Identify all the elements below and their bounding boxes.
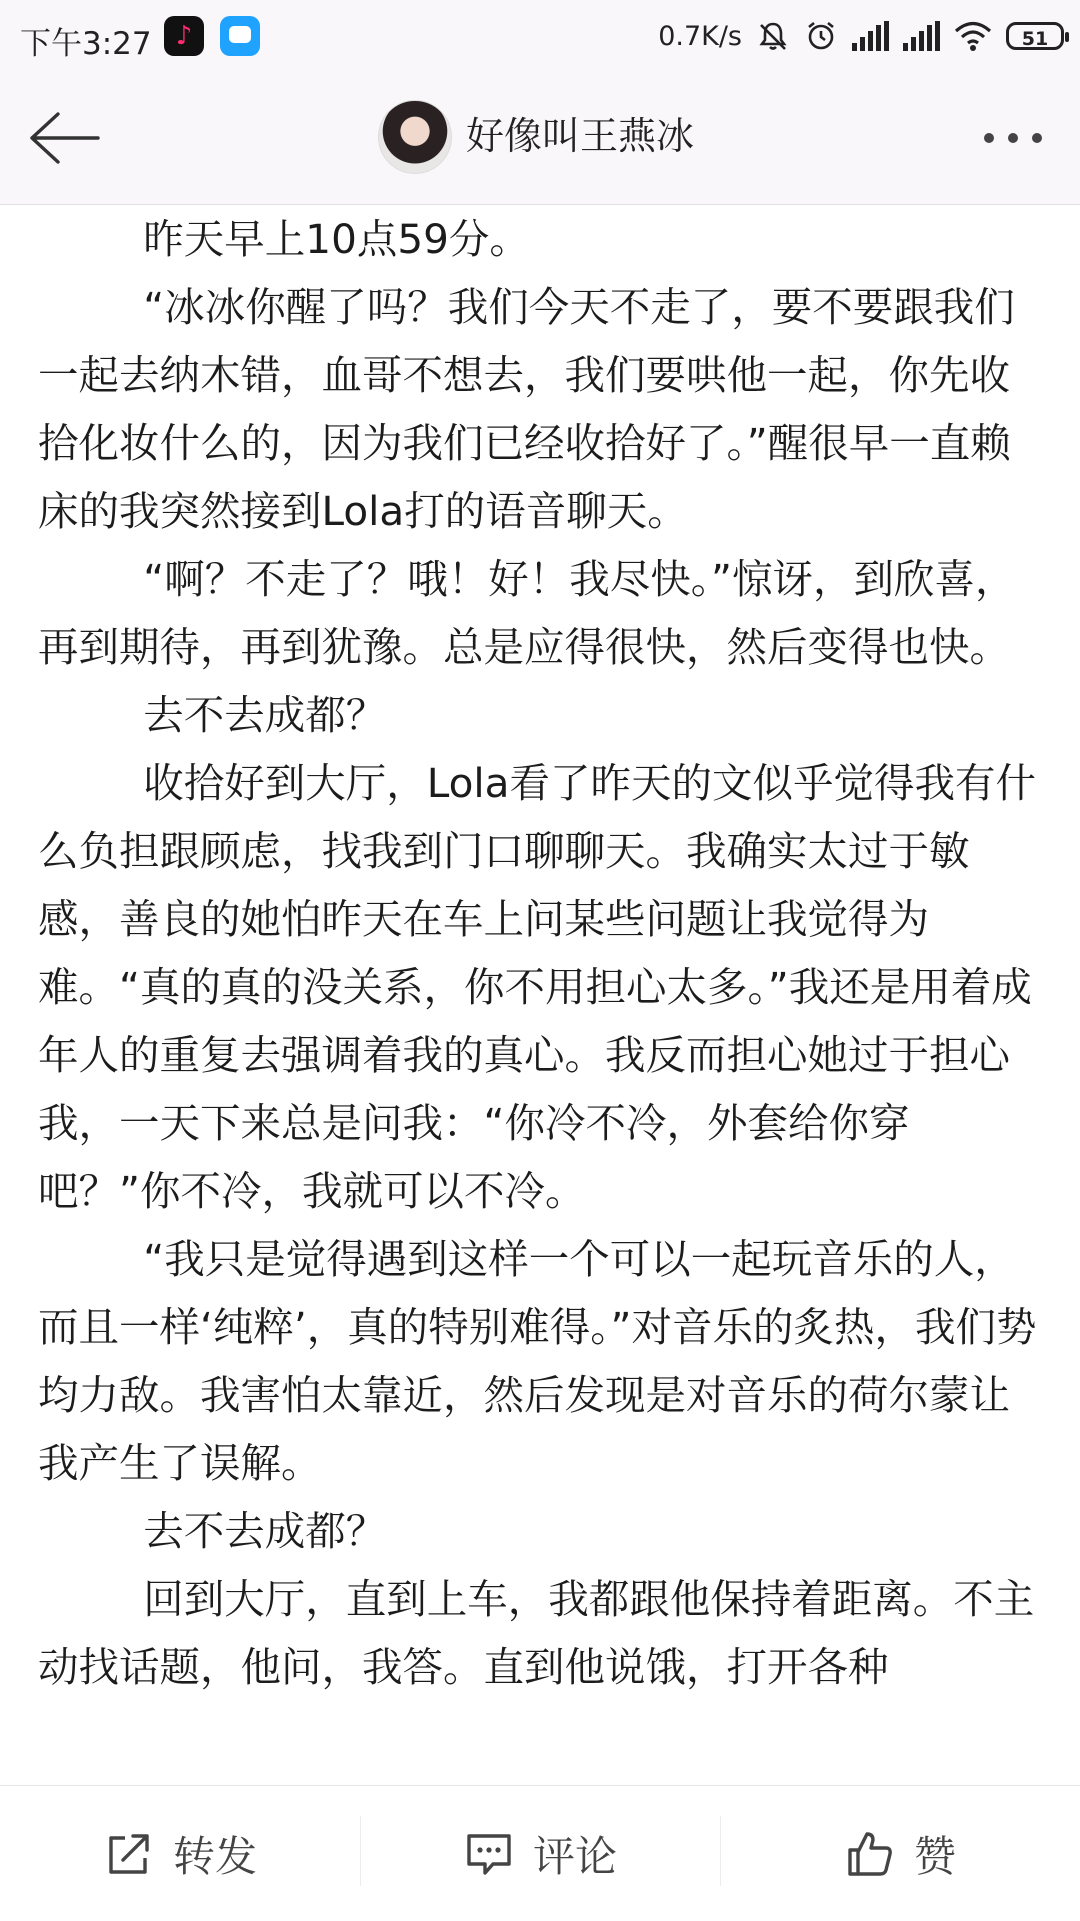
paragraph: 回到大厅，直到上车，我都跟他保持着距离。不主动找话题，他问，我答。直到他说饿，打开各种 (38, 1575, 1035, 1691)
mute-icon (756, 19, 790, 53)
tiktok-icon: ♪ (164, 16, 204, 56)
paragraph: 去不去成都？ (143, 1507, 387, 1555)
status-time: 下午3:27 (20, 26, 152, 62)
paragraph: “啊？不走了？哦！好！我尽快。”惊讶，到欣喜，再到期待，再到犹豫。总是应得很快，然后变得也快。 (38, 555, 1016, 671)
status-indicators (658, 16, 1064, 56)
wifi-icon (954, 20, 992, 52)
avatar[interactable] (378, 100, 452, 174)
more-button[interactable] (968, 120, 1058, 156)
comment-label: 评论 (532, 1831, 617, 1881)
comment-button[interactable] (360, 1786, 720, 1921)
more-dot-icon (984, 133, 994, 143)
article-body[interactable] (38, 205, 1042, 1785)
action-bar (0, 1785, 1080, 1921)
paragraph: 昨天早上10点59分。 (143, 215, 530, 263)
paragraph: “我只是觉得遇到这样一个可以一起玩音乐的人，而且一样‘纯粹’，真的特别难得。”对音乐的炙热，我们势均力敌。我害怕太靠近，然后发现是对音乐的荷尔蒙让我产生了误解。 (38, 1235, 1037, 1487)
message-app-icon (220, 16, 260, 56)
paragraph: “冰冰你醒了吗？我们今天不走了，要不要跟我们一起去纳木错，血哥不想去，我们要哄他一起，你先收拾化妆什么的，因为我们已经收拾好了。”醒很早一直赖床的我突然接到Lola打的语音聊天。 (38, 283, 1015, 535)
more-dot-icon (1008, 133, 1018, 143)
thumbs-up-icon (844, 1828, 896, 1880)
back-arrow-icon (22, 104, 106, 172)
alarm-icon (804, 19, 838, 53)
comment-icon (463, 1828, 515, 1880)
net-speed: 0.7K/s (658, 20, 742, 52)
repost-icon (103, 1828, 155, 1880)
paragraph: 去不去成都？ (143, 691, 387, 739)
back-button[interactable] (22, 104, 106, 172)
repost-label: 转发 (172, 1831, 257, 1881)
page-title[interactable]: 好像叫王燕冰 (466, 114, 695, 158)
like-label: 赞 (913, 1831, 956, 1881)
signal-icon (852, 21, 889, 51)
more-dot-icon (1032, 133, 1042, 143)
signal-icon-2 (903, 21, 940, 51)
battery-icon: 51 (1006, 22, 1064, 50)
paragraph: 收拾好到大厅，Lola看了昨天的文似乎觉得我有什么负担跟顾虑，找我到门口聊聊天。我确实太过于敏感，善良的她怕昨天在车上问某些问题让我觉得为难。“真的真的没关系，你不用担心太多。”我还是用着成年人的重复去强调着我的真心。我反而担心她过于担心我，一天下来总是问我：“你冷不冷，外套给你穿吧？”你不冷，我就可以不冷。 (38, 759, 1036, 1215)
status-bar (0, 0, 1080, 72)
like-button[interactable] (720, 1786, 1080, 1921)
nav-bar (0, 72, 1080, 205)
repost-button[interactable] (0, 1786, 360, 1921)
